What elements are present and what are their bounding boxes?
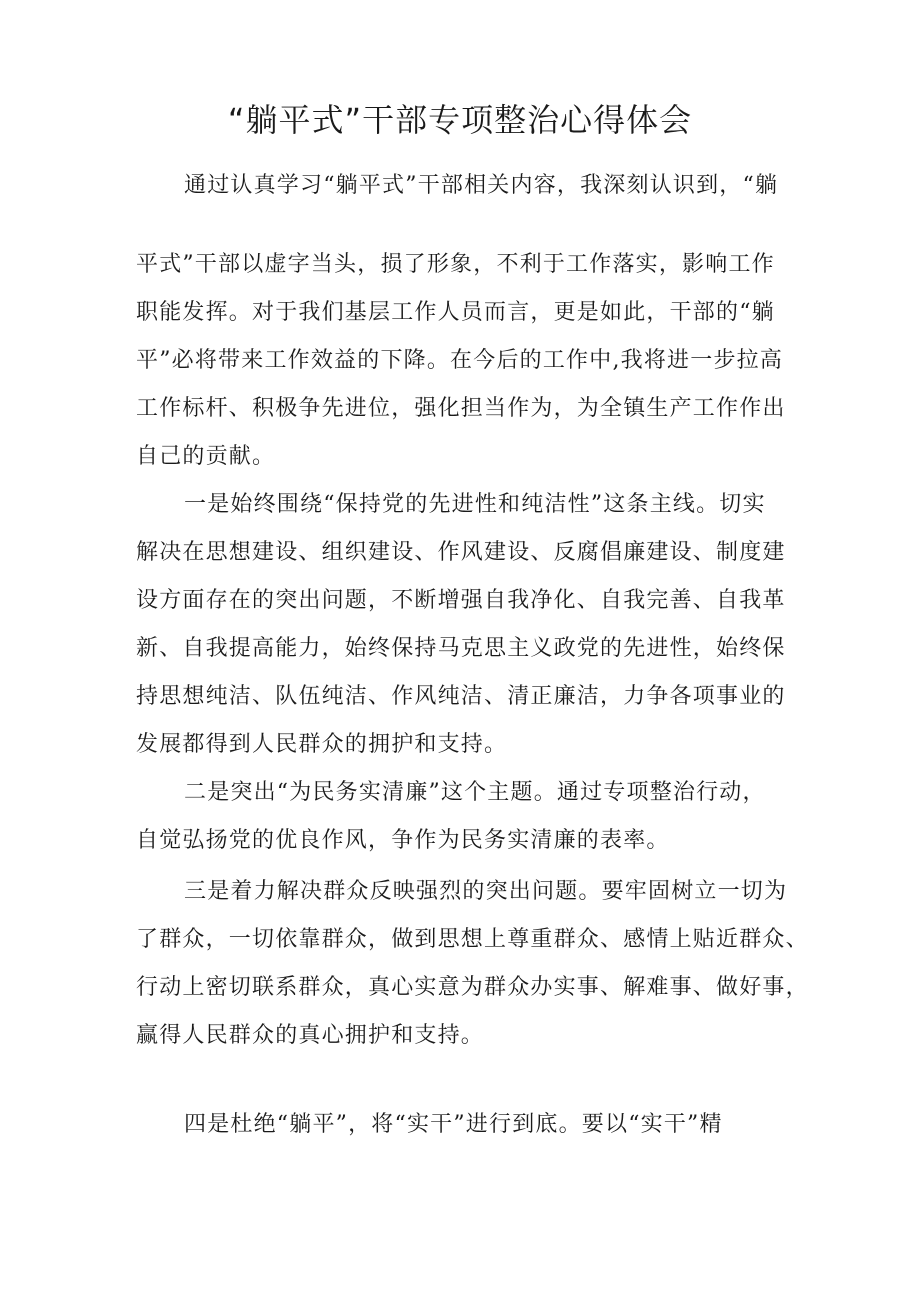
paragraph-4-line-3: 行动上密切联系群众，真心实意为群众办实事、解难事、做好事， (136, 975, 809, 1000)
paragraph-1-line-3: 职能发挥。对于我们基层工作人员而言，更是如此，干部的“躺 (136, 300, 775, 325)
document-title: “躺平式”干部专项整治心得体会 (227, 101, 693, 139)
paragraph-2-line-3: 设方面存在的突出问题，不断增强自我净化、自我完善、自我革 (136, 588, 786, 613)
paragraph-2-line-4: 新、自我提高能力，始终保持马克思主义政党的先进性，始终保 (136, 636, 786, 661)
paragraph-2-line-5: 持思想纯洁、队伍纯洁、作风纯洁、清正廉洁，力争各项事业的 (136, 684, 786, 709)
paragraph-1-line-2: 平式”干部以虚字当头，损了形象，不利于工作落实，影响工作 (136, 252, 775, 277)
paragraph-4-line-2: 了群众，一切依靠群众，做到思想上尊重群众、感情上贴近群众、 (136, 927, 809, 952)
paragraph-4-line-1: 三是着力解决群众反映强烈的突出问题。要牢固树立一切为 (184, 879, 788, 904)
paragraph-2-line-6: 发展都得到人民群众的拥护和支持。 (136, 732, 508, 757)
paragraph-2-line-2: 解决在思想建设、组织建设、作风建设、反腐倡廉建设、制度建 (136, 540, 786, 565)
paragraph-4-line-4: 赢得人民群众的真心拥护和支持。 (136, 1023, 485, 1048)
paragraph-3-line-1: 二是突出“为民务实清廉”这个主题。通过专项整治行动， (184, 780, 766, 805)
paragraph-1-line-5: 工作标杆、积极争先进位，强化担当作为，为全镇生产工作作出 (136, 396, 786, 421)
paragraph-2-line-1: 一是始终围绕“保持党的先进性和纯洁性”这条主线。切实 (184, 492, 766, 517)
paragraph-1-line-1: 通过认真学习“躺平式”干部相关内容，我深刻认识到，“躺 (184, 173, 779, 198)
paragraph-5-line-1: 四是杜绝“躺平”，将“实干”进行到底。要以“实干”精 (184, 1112, 723, 1137)
paragraph-1-line-6: 自己的贡献。 (136, 444, 276, 469)
paragraph-1-line-4: 平”必将带来工作效益的下降。在今后的工作中,我将进一步拉高 (136, 348, 784, 373)
paragraph-3-line-2: 自觉弘扬党的优良作风，争作为民务实清廉的表率。 (136, 828, 670, 853)
